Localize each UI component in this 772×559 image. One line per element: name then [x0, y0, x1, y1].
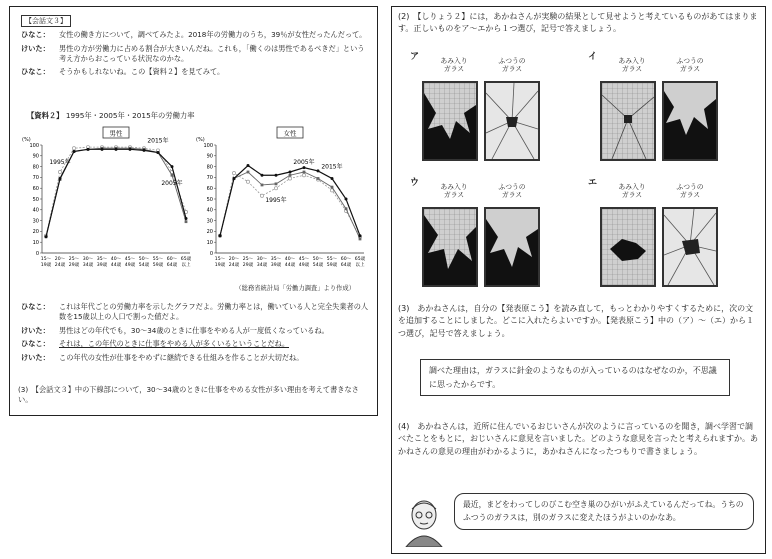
speaker-label: けいた：	[21, 325, 50, 335]
data-point	[247, 164, 250, 167]
data-point	[289, 174, 292, 177]
data-point	[171, 165, 174, 168]
data-point	[72, 147, 75, 150]
x-tick-label-line1: 35～	[270, 257, 282, 262]
x-tick-label-line2: 64歳	[166, 263, 178, 268]
speaker-label: ひなこ：	[21, 67, 50, 77]
data-point	[233, 177, 236, 180]
x-tick-label-line2: 24歳	[228, 263, 240, 268]
x-tick-label	[341, 256, 352, 268]
plain-glass-caption: ふつうの ガラス	[498, 57, 526, 74]
x-tick-label-line2: 以上	[181, 263, 191, 268]
series-label: 2015年	[147, 137, 169, 145]
underlined-dialogue-text: それは，この年代のときに仕事をやめる人が多くいるということだね。	[59, 339, 290, 349]
x-tick-label	[41, 256, 52, 268]
speaker-label: けいた：	[21, 43, 50, 53]
y-tick-label: 10	[206, 240, 213, 246]
speech-bubble: 最近，まどをわってしのびこむ空き巣のひがいがふえているんだってね。うちのふつうのガラスは，別のガラスに変えたほうがよいのかなあ。	[454, 493, 754, 530]
data-point	[185, 217, 188, 220]
x-tick-label	[125, 256, 136, 268]
conversation-3	[21, 15, 371, 78]
x-tick-label-line2: 以上	[355, 263, 365, 268]
y-tick-label: 90	[32, 153, 39, 160]
x-tick-label-line2: 19歳	[214, 263, 226, 268]
option-label: イ	[588, 52, 598, 62]
holed-mesh-glass-image	[602, 209, 654, 285]
data-point	[261, 174, 264, 177]
x-tick-label-line2: 39歳	[270, 263, 282, 268]
mesh-glass-caption: あみ入り ガラス	[618, 183, 646, 200]
speaker-label: ひなこ：	[21, 339, 50, 349]
data-point	[274, 187, 277, 190]
dialogue-text: 女性の働き方について，調べてみたよ。2018年の労働力のうち，39％が女性だったんだって。	[59, 30, 367, 40]
x-tick-label-line1: 35～	[96, 257, 108, 262]
x-tick-label-line2: 39歳	[96, 263, 108, 268]
dialogue-line	[21, 326, 371, 336]
x-tick-label-line1: 40～	[110, 257, 122, 262]
x-tick-label-line1: 15～	[40, 257, 52, 262]
x-tick-label	[313, 256, 324, 268]
y-axis-unit: (%)	[22, 137, 31, 143]
y-tick-label: 40	[32, 207, 39, 214]
x-tick-label-line1: 45～	[124, 257, 136, 262]
dialogue-line	[21, 339, 371, 349]
y-tick-label: 30	[32, 218, 39, 225]
data-point	[317, 169, 320, 172]
data-point	[143, 149, 146, 152]
mesh-glass-caption: あみ入り ガラス	[618, 57, 646, 74]
data-point	[331, 186, 334, 189]
data-point	[359, 238, 362, 241]
mesh-glass-window	[422, 207, 478, 287]
data-point	[171, 174, 174, 177]
y-tick-label: 20	[206, 229, 213, 236]
option-u	[410, 177, 557, 297]
x-tick-label	[181, 255, 192, 268]
y-tick-label: 0	[209, 250, 213, 257]
speaker-label: ひなこ：	[21, 30, 50, 40]
x-tick-label-line1: 50～	[138, 257, 150, 262]
mesh-glass-caption: あみ入り ガラス	[440, 57, 468, 74]
x-tick-label-line2: 59歳	[152, 263, 164, 268]
added-sentence-box: 調べた理由は，ガラスに針金のようなものが入っているのはなぜなのか，不思議に思ったからです。	[420, 359, 730, 396]
y-tick-label: 90	[206, 153, 213, 160]
x-tick-label-line2: 34歳	[256, 263, 268, 268]
x-tick-label-line1: 25～	[68, 257, 80, 262]
x-tick-label	[55, 256, 66, 268]
x-tick-label-line1: 60～	[166, 257, 178, 262]
y-tick-label: 100	[29, 142, 39, 149]
female-labor-chart	[194, 123, 372, 283]
x-tick-label-line1: 55～	[152, 257, 164, 262]
dialogue-line	[21, 302, 371, 323]
dialogue-text: 男性はどの年代でも，30～34歳のときに仕事をやめる人が一度低くなっているね。	[59, 325, 329, 335]
x-tick-label-line2: 34歳	[82, 263, 94, 268]
resource-label: 【資料２】	[27, 111, 64, 120]
series-label: 2015年	[321, 163, 343, 171]
cracked-mesh-glass-image	[602, 83, 654, 159]
plain-glass-window	[484, 81, 540, 161]
x-tick-label-line2: 49歳	[124, 263, 136, 268]
series-label: 2005年	[161, 180, 183, 188]
data-point	[359, 234, 362, 237]
shattered-plain-glass-image	[486, 209, 538, 285]
x-tick-label-line2: 44歳	[110, 263, 122, 268]
mesh-glass-caption: あみ入り ガラス	[440, 183, 468, 200]
x-tick-label-line1: 15～	[214, 257, 226, 262]
y-tick-label: 50	[206, 196, 213, 203]
x-tick-label-line2: 44歳	[284, 263, 296, 268]
x-tick-label	[327, 256, 338, 268]
data-point	[45, 235, 48, 238]
x-tick-label-line2: 54歳	[312, 263, 324, 268]
resource-title: 1995年・2005年・2015年の労働力率	[65, 111, 195, 120]
x-tick-label	[69, 256, 80, 268]
data-point	[345, 207, 348, 210]
plain-glass-window	[484, 207, 540, 287]
x-tick-label	[111, 256, 122, 268]
x-tick-label-line1: 50～	[312, 257, 324, 262]
plain-glass-caption: ふつうの ガラス	[676, 57, 704, 74]
data-point	[185, 220, 188, 223]
dialogue-text: そうかもしれないね。この【資料２】を見てみて。	[59, 67, 225, 77]
x-tick-label-line1: 45～	[298, 257, 310, 262]
option-i	[588, 51, 735, 171]
data-point	[129, 148, 132, 151]
data-point	[345, 198, 348, 201]
x-tick-label-line1: 20～	[54, 257, 66, 262]
y-tick-label: 20	[32, 229, 39, 236]
x-tick-label-line1: 20～	[228, 257, 240, 262]
x-tick-label	[271, 256, 282, 268]
data-point	[232, 171, 235, 174]
data-point	[303, 171, 306, 174]
y-tick-label: 40	[206, 207, 213, 214]
x-tick-label-line2: 29歳	[68, 263, 80, 268]
broken-mesh-glass-image	[424, 83, 476, 159]
data-point	[302, 174, 305, 177]
y-tick-label: 70	[206, 175, 213, 182]
x-tick-label-line2: 19歳	[40, 263, 52, 268]
data-point	[115, 148, 118, 151]
x-tick-label-line2: 49歳	[298, 263, 310, 268]
conversation-3-continued	[21, 299, 371, 363]
data-point	[219, 234, 222, 237]
dialogue-line	[21, 30, 371, 40]
shattered-plain-glass-image	[664, 83, 716, 159]
dialogue-line	[21, 353, 371, 363]
x-tick-label-line2: 59歳	[326, 263, 338, 268]
x-tick-label	[83, 256, 94, 268]
cracked-plain-glass-image	[664, 209, 716, 285]
x-tick-label-line2: 24歳	[54, 263, 66, 268]
x-tick-label-line1: 65歳	[180, 257, 192, 262]
cracked-plain-glass-image	[486, 83, 538, 159]
y-tick-label: 70	[32, 175, 39, 182]
y-axis-unit: (%)	[196, 137, 205, 143]
chart-title: 男性	[109, 129, 123, 138]
plain-glass-caption: ふつうの ガラス	[498, 183, 526, 200]
x-tick-label-line2: 64歳	[340, 263, 352, 268]
plain-glass-caption: ふつうの ガラス	[676, 183, 704, 200]
grandfather-avatar	[402, 495, 446, 547]
data-point	[261, 184, 264, 187]
x-tick-label	[167, 256, 178, 268]
series-label: 2005年	[293, 159, 315, 166]
data-point	[73, 150, 76, 153]
plain-glass-window	[662, 207, 718, 287]
question-3-right: (3) あかねさんは，自分の【発表原こう】を読み直して，もっとわかりやすくするために，次の文を追加することにしました。どこに入れたらよいですか。【発表原こう】中の（ア）～（エ）から１つ選び，記号で答えましょう。	[398, 304, 754, 338]
speaker-label: ひなこ：	[21, 302, 50, 311]
speaker-label: けいた：	[21, 352, 50, 362]
x-tick-label-line2: 29歳	[242, 263, 254, 268]
x-tick-label	[97, 256, 108, 268]
dialogue-text: この年代の女性が仕事をやめずに継続できる仕組みを作ることが大切だね。	[59, 352, 304, 362]
data-point	[288, 177, 291, 180]
x-tick-label	[243, 256, 254, 268]
data-point	[87, 148, 90, 151]
x-tick-label	[153, 256, 164, 268]
y-tick-label: 50	[32, 196, 39, 203]
grandfather-illustration	[402, 495, 446, 547]
data-point	[260, 194, 263, 197]
x-tick-label-line1: 25～	[242, 257, 254, 262]
data-point	[275, 174, 278, 177]
data-point	[317, 177, 320, 180]
option-label: ア	[410, 52, 420, 62]
x-tick-label	[285, 256, 296, 268]
data-point	[275, 182, 278, 185]
source-note: （総務省統計局「労働力調査」より作成）	[235, 285, 355, 292]
option-label: ウ	[410, 178, 420, 188]
x-tick-label-line1: 30～	[82, 257, 94, 262]
data-point	[157, 151, 160, 154]
data-point	[331, 177, 334, 180]
series-label: 1995年	[49, 159, 71, 166]
conversation-title: 【会話文３】	[21, 15, 71, 27]
x-tick-label-line2: 54歳	[138, 263, 150, 268]
y-tick-label: 10	[32, 240, 39, 246]
resource-heading	[27, 111, 195, 122]
left-worksheet-panel	[9, 6, 378, 416]
data-point	[59, 177, 62, 180]
x-tick-label-line1: 30～	[256, 257, 268, 262]
chart-title: 女性	[283, 129, 297, 138]
x-tick-label-line1: 40～	[284, 257, 296, 262]
x-tick-label	[299, 256, 310, 268]
y-tick-label: 80	[206, 164, 213, 171]
series-line	[220, 173, 360, 237]
y-tick-label: 100	[203, 142, 213, 149]
question-4: (4) あかねさんは，近所に住んでいるおじいさんが次のように言っているのを聞き，調べ学習で調べたことをもとに，おじいさんに意見を言いました。どのような意見を言ったと考えられますか。あかねさんの意見の理由がわかるように，あかねさんになったつもりで書きましょう。	[398, 422, 758, 456]
y-tick-label: 60	[206, 186, 213, 192]
data-point	[303, 166, 306, 169]
y-tick-label: 30	[206, 218, 213, 225]
y-tick-label: 80	[32, 164, 39, 171]
option-a	[410, 51, 557, 171]
series-label: 1995年	[265, 197, 287, 205]
mesh-glass-window	[422, 81, 478, 161]
x-tick-label-line1: 60～	[340, 257, 352, 262]
y-tick-label: 60	[32, 186, 39, 192]
dialogue-line	[21, 67, 371, 77]
data-point	[58, 170, 61, 173]
x-tick-label	[229, 256, 240, 268]
series-line	[220, 172, 360, 239]
x-tick-label	[355, 255, 366, 268]
data-point	[246, 180, 249, 183]
dialogue-line	[21, 44, 371, 65]
data-point	[101, 148, 104, 151]
y-tick-label: 0	[35, 250, 39, 257]
male-labor-chart	[20, 123, 198, 283]
question-2: (2) 【しりょう２】には，あかねさんが実験の結果として見せようと考えているものがあてはまります。正しいものをア～エから１つ選び，記号で答えましょう。	[398, 12, 758, 34]
x-tick-label	[215, 256, 226, 268]
plain-glass-window	[662, 81, 718, 161]
x-tick-label	[139, 256, 150, 268]
x-tick-label	[257, 256, 268, 268]
data-point	[289, 171, 292, 174]
data-point	[247, 171, 250, 174]
x-tick-label-line1: 55～	[326, 257, 338, 262]
shattered-mesh-glass-image	[424, 209, 476, 285]
dialogue-text: これは年代ごとの労働力率を示したグラフだよ。労働力率とは，働いている人と完全失業者の人数を15歳以上の人口で割った値だよ。	[59, 302, 369, 322]
mesh-glass-window	[600, 207, 656, 287]
x-tick-label-line1: 65歳	[354, 257, 366, 262]
mesh-glass-window	[600, 81, 656, 161]
right-worksheet-panel	[391, 6, 766, 554]
option-label: エ	[588, 178, 598, 188]
dialogue-text: 男性の方が労働力に占める割合が大きいんだね。これも，「働くのは男性であるべきだ」という考え方からおこっている状況なのかな。	[59, 43, 365, 64]
question-3-left: (3) 【会話文３】中の下線部について，30～34歳のときに仕事をやめる女性が多い理由を考えて書きなさい。	[18, 385, 359, 405]
option-e	[588, 177, 735, 297]
